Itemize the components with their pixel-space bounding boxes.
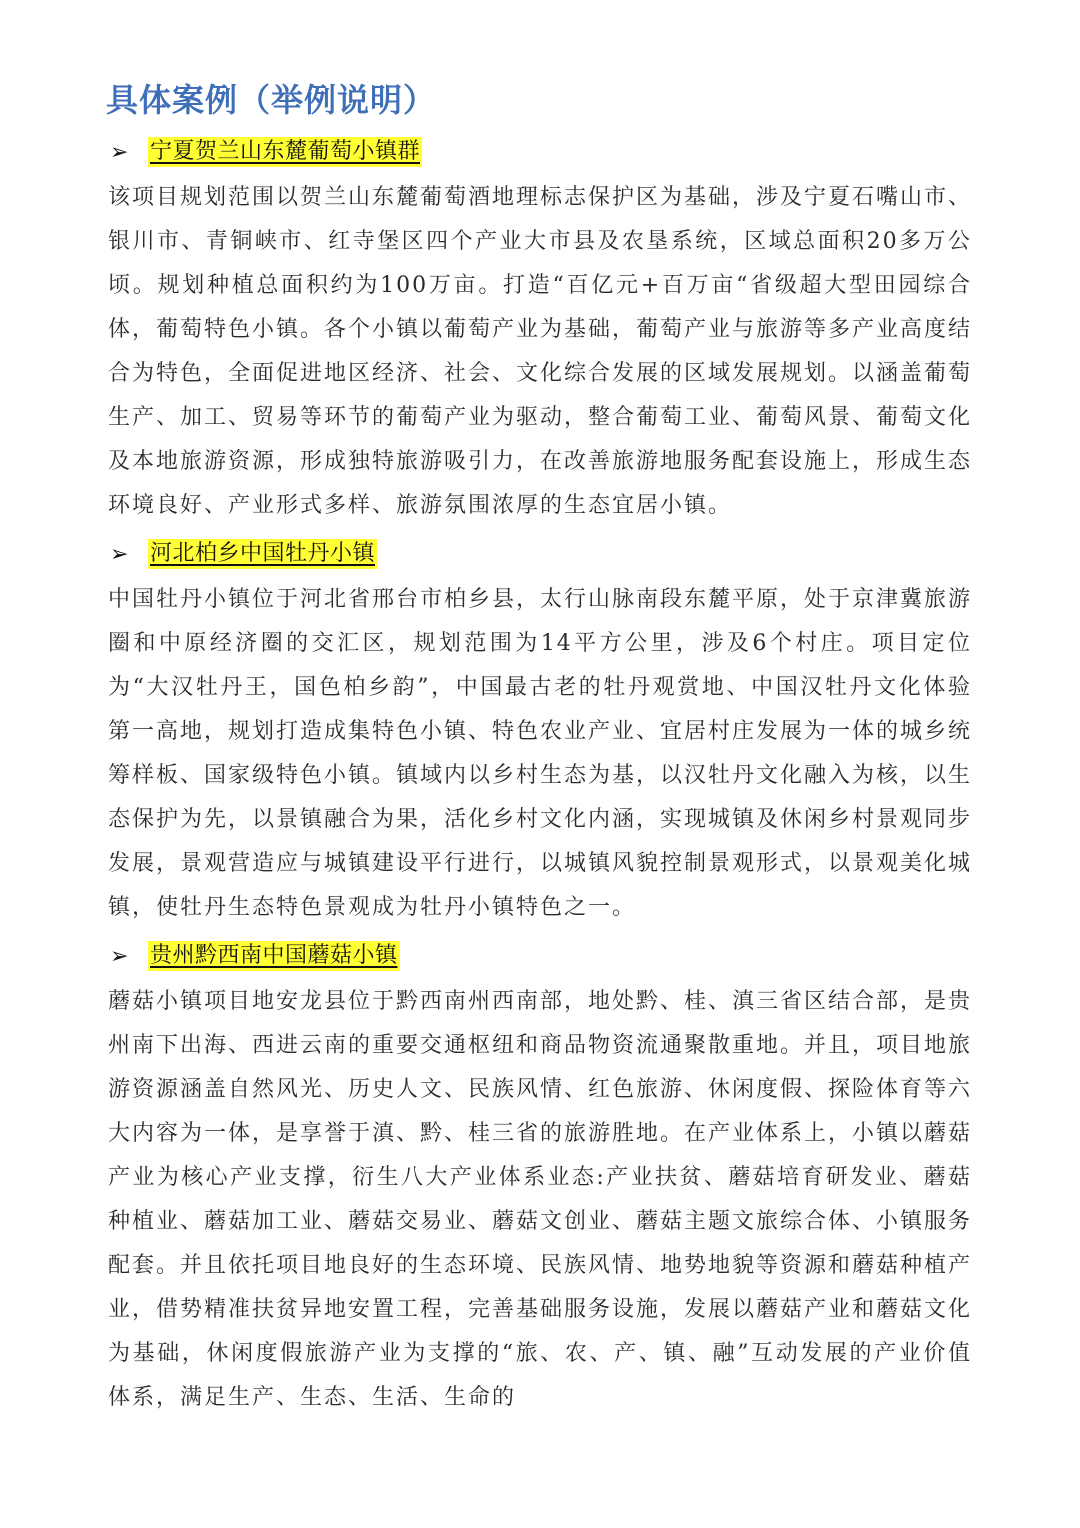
case-paragraph: 蘑菇小镇项目地安龙县位于黔西南州西南部，地处黔、桂、滇三省区结合部，是贵州南下出海、西进云南的重要交通枢纽和商品物资流通聚散重地。并且，项目地旅游资源涵盖自然风光、历史人文、民族风情、红色旅游、休闲度假、探险体育等六大内容为一体，是享誉于滇、黔、桂三省的旅游胜地。在产业体系上，小镇以蘑菇产业为核心产业支撑，衍生八大产业体系业态:产业扶贫、蘑菇培育研发业、蘑菇种植业、蘑菇加工业、蘑菇交易业、蘑菇文创业、蘑菇主题文旅综合体、小镇服务配套。并且依托项目地良好的生态环境、民族风情、地势地貌等资源和蘑菇种植产业，借势精准扶贫异地安置工程，完善基础服务设施，发展以蘑菇产业和蘑菇文化为基础，休闲度假旅游产业为支撑的“旅、农、产、镇、融”互动发展的产业价值体系，满足生产、生态、生活、生命的	[108, 989, 973, 1410]
arrow-bullet-icon: ➢	[110, 943, 129, 969]
arrow-bullet-icon: ➢	[110, 541, 129, 567]
page-title: 具体案例（举例说明）	[106, 81, 437, 119]
case-heading-guizhou	[108, 936, 972, 976]
case-heading-hebei	[108, 534, 972, 574]
case-paragraph: 中国牡丹小镇位于河北省邢台市柏乡县，太行山脉南段东麓平原，处于京津冀旅游圈和中原经济圈的交汇区，规划范围为14平方公里，涉及6个村庄。项目定位为“大汉牡丹王，国色柏乡韵”，中国最古老的牡丹观赏地、中国汉牡丹文化体验第一高地，规划打造成集特色小镇、特色农业产业、宜居村庄发展为一体的城乡统筹样板、国家级特色小镇。镇域内以乡村生态为基，以汉牡丹文化融入为核，以生态保护为先，以景镇融合为果，活化乡村文化内涵，实现城镇及休闲乡村景观同步发展，景观营造应与城镇建设平行进行，以城镇风貌控制景观形式，以景观美化城镇，使牡丹生态特色景观成为牡丹小镇特色之一。	[108, 587, 973, 920]
case-paragraph: 该项目规划范围以贺兰山东麓葡萄酒地理标志保护区为基础，涉及宁夏石嘴山市、银川市、青铜峡市、红寺堡区四个产业大市县及农垦系统，区域总面积20多万公顷。规划种植总面积约为100万亩。打造“百亿元+百万亩“省级超大型田园综合体，葡萄特色小镇。各个小镇以葡萄产业为基础，葡萄产业与旅游等多产业高度结合为特色，全面促进地区经济、社会、文化综合发展的区域发展规划。以涵盖葡萄生产、加工、贸易等环节的葡萄产业为驱动，整合葡萄工业、葡萄风景、葡萄文化及本地旅游资源，形成独特旅游吸引力，在改善旅游地服务配套设施上，形成生态环境良好、产业形式多样、旅游氛围浓厚的生态宜居小镇。	[108, 185, 973, 518]
case-title: 河北柏乡中国牡丹小镇	[148, 539, 377, 569]
case-title: 贵州黔西南中国蘑菇小镇	[148, 941, 400, 971]
case-title: 宁夏贺兰山东麓葡萄小镇群	[148, 137, 422, 167]
arrow-bullet-icon: ➢	[110, 139, 129, 165]
case-heading-ningxia	[108, 132, 972, 172]
